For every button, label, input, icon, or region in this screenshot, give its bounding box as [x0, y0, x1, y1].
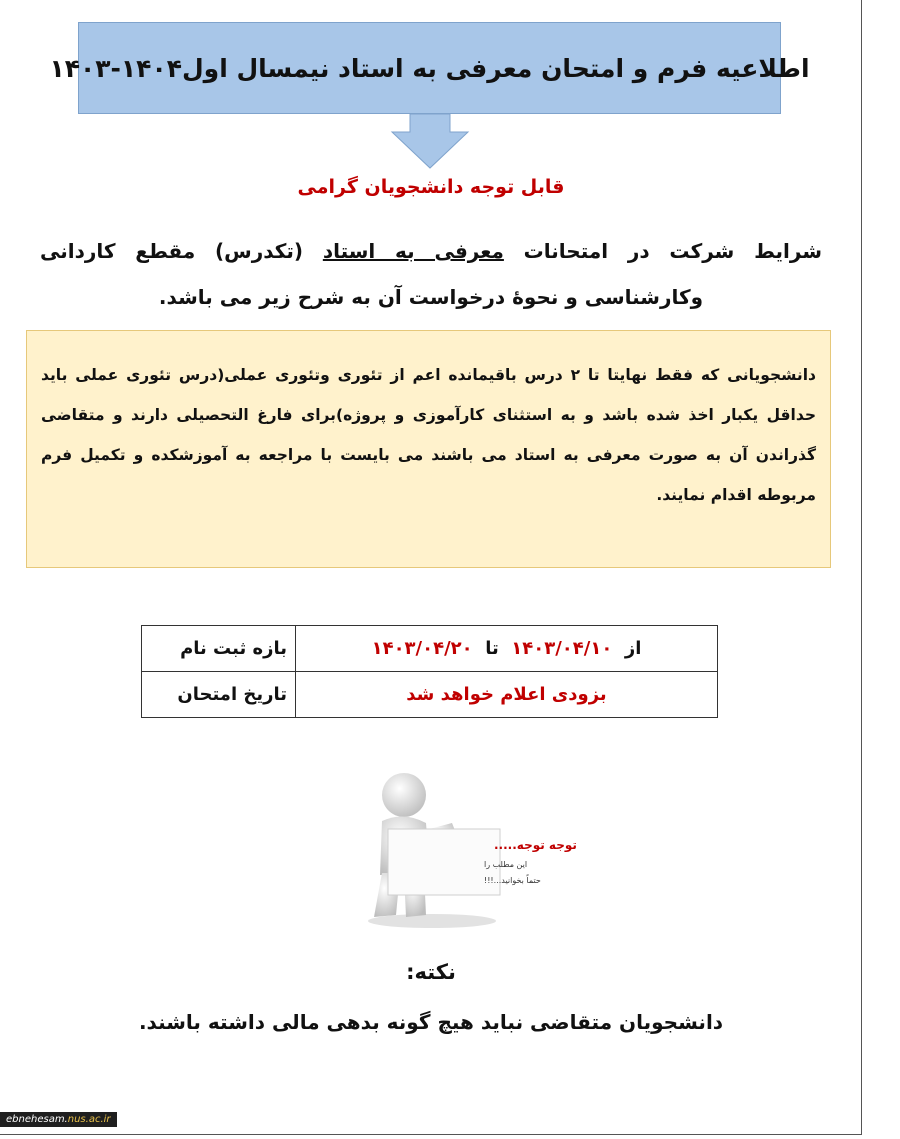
notice-box	[26, 330, 831, 568]
from-word: از	[624, 638, 642, 659]
intro-paragraph	[40, 228, 822, 320]
table-row	[142, 672, 718, 718]
exam-date-label: تاریخ امتحان	[142, 672, 296, 718]
arrow-down-icon	[392, 114, 468, 168]
registration-value	[296, 626, 718, 672]
from-date: ۱۴۰۳/۰۴/۱۰	[511, 638, 613, 659]
sign-line1: این مطلب را	[484, 860, 528, 869]
watermark	[0, 1112, 117, 1127]
notice-text: دانشجویانی که فقط نهایتا تا ۲ درس باقیمانده اعم از تئوری وتئوری عملی(درس تئوری عملی باید حداقل یکبار اخذ شده باشد و به استثنای کارآموزی و پروژه)برای فارغ التحصیلی دارند و متقاضی گذراندن آن به صورت معرفی به استاد می باشند می بایست با مراجعه به آموزشکده و تکمیل فرم مربوطه اقدام نمایند.	[41, 366, 816, 504]
exam-date-value: بزودی اعلام خواهد شد	[296, 672, 718, 718]
subtitle: قابل توجه دانشجویان گرامی	[297, 176, 565, 198]
table-row	[142, 626, 718, 672]
schedule-table	[141, 625, 718, 718]
watermark-domain: nus.ac.ir	[67, 1114, 111, 1125]
attention-figure-image	[360, 765, 577, 929]
sign-line2: حتماً بخوانید...!!!	[484, 876, 541, 885]
intro-part1: شرایط شرکت در امتحانات	[503, 239, 822, 263]
title-banner	[49, 22, 810, 114]
sign-title: توجه توجه.....	[494, 838, 577, 852]
note-text: دانشجویان متقاضی نباید هیچ گونه بدهی مالی داشته باشند.	[138, 1010, 724, 1034]
intro-part2: (تکدرس) مقطع کاردانی وکارشناسی و نحوهٔ درخواست آن به شرح زیر می باشد.	[40, 239, 704, 309]
page-title: اطلاعیه فرم و امتحان معرفی به استاد نیمسال اول۱۴۰۴-۱۴۰۳	[49, 53, 810, 83]
to-date: ۱۴۰۳/۰۴/۲۰	[371, 638, 473, 659]
note-title: نکته:	[406, 960, 456, 984]
registration-label: بازه ثبت نام	[142, 626, 296, 672]
intro-underlined: معرفی به استاد	[322, 239, 504, 263]
to-word: تا	[485, 638, 499, 659]
watermark-prefix: ebnehesam.	[6, 1114, 68, 1125]
